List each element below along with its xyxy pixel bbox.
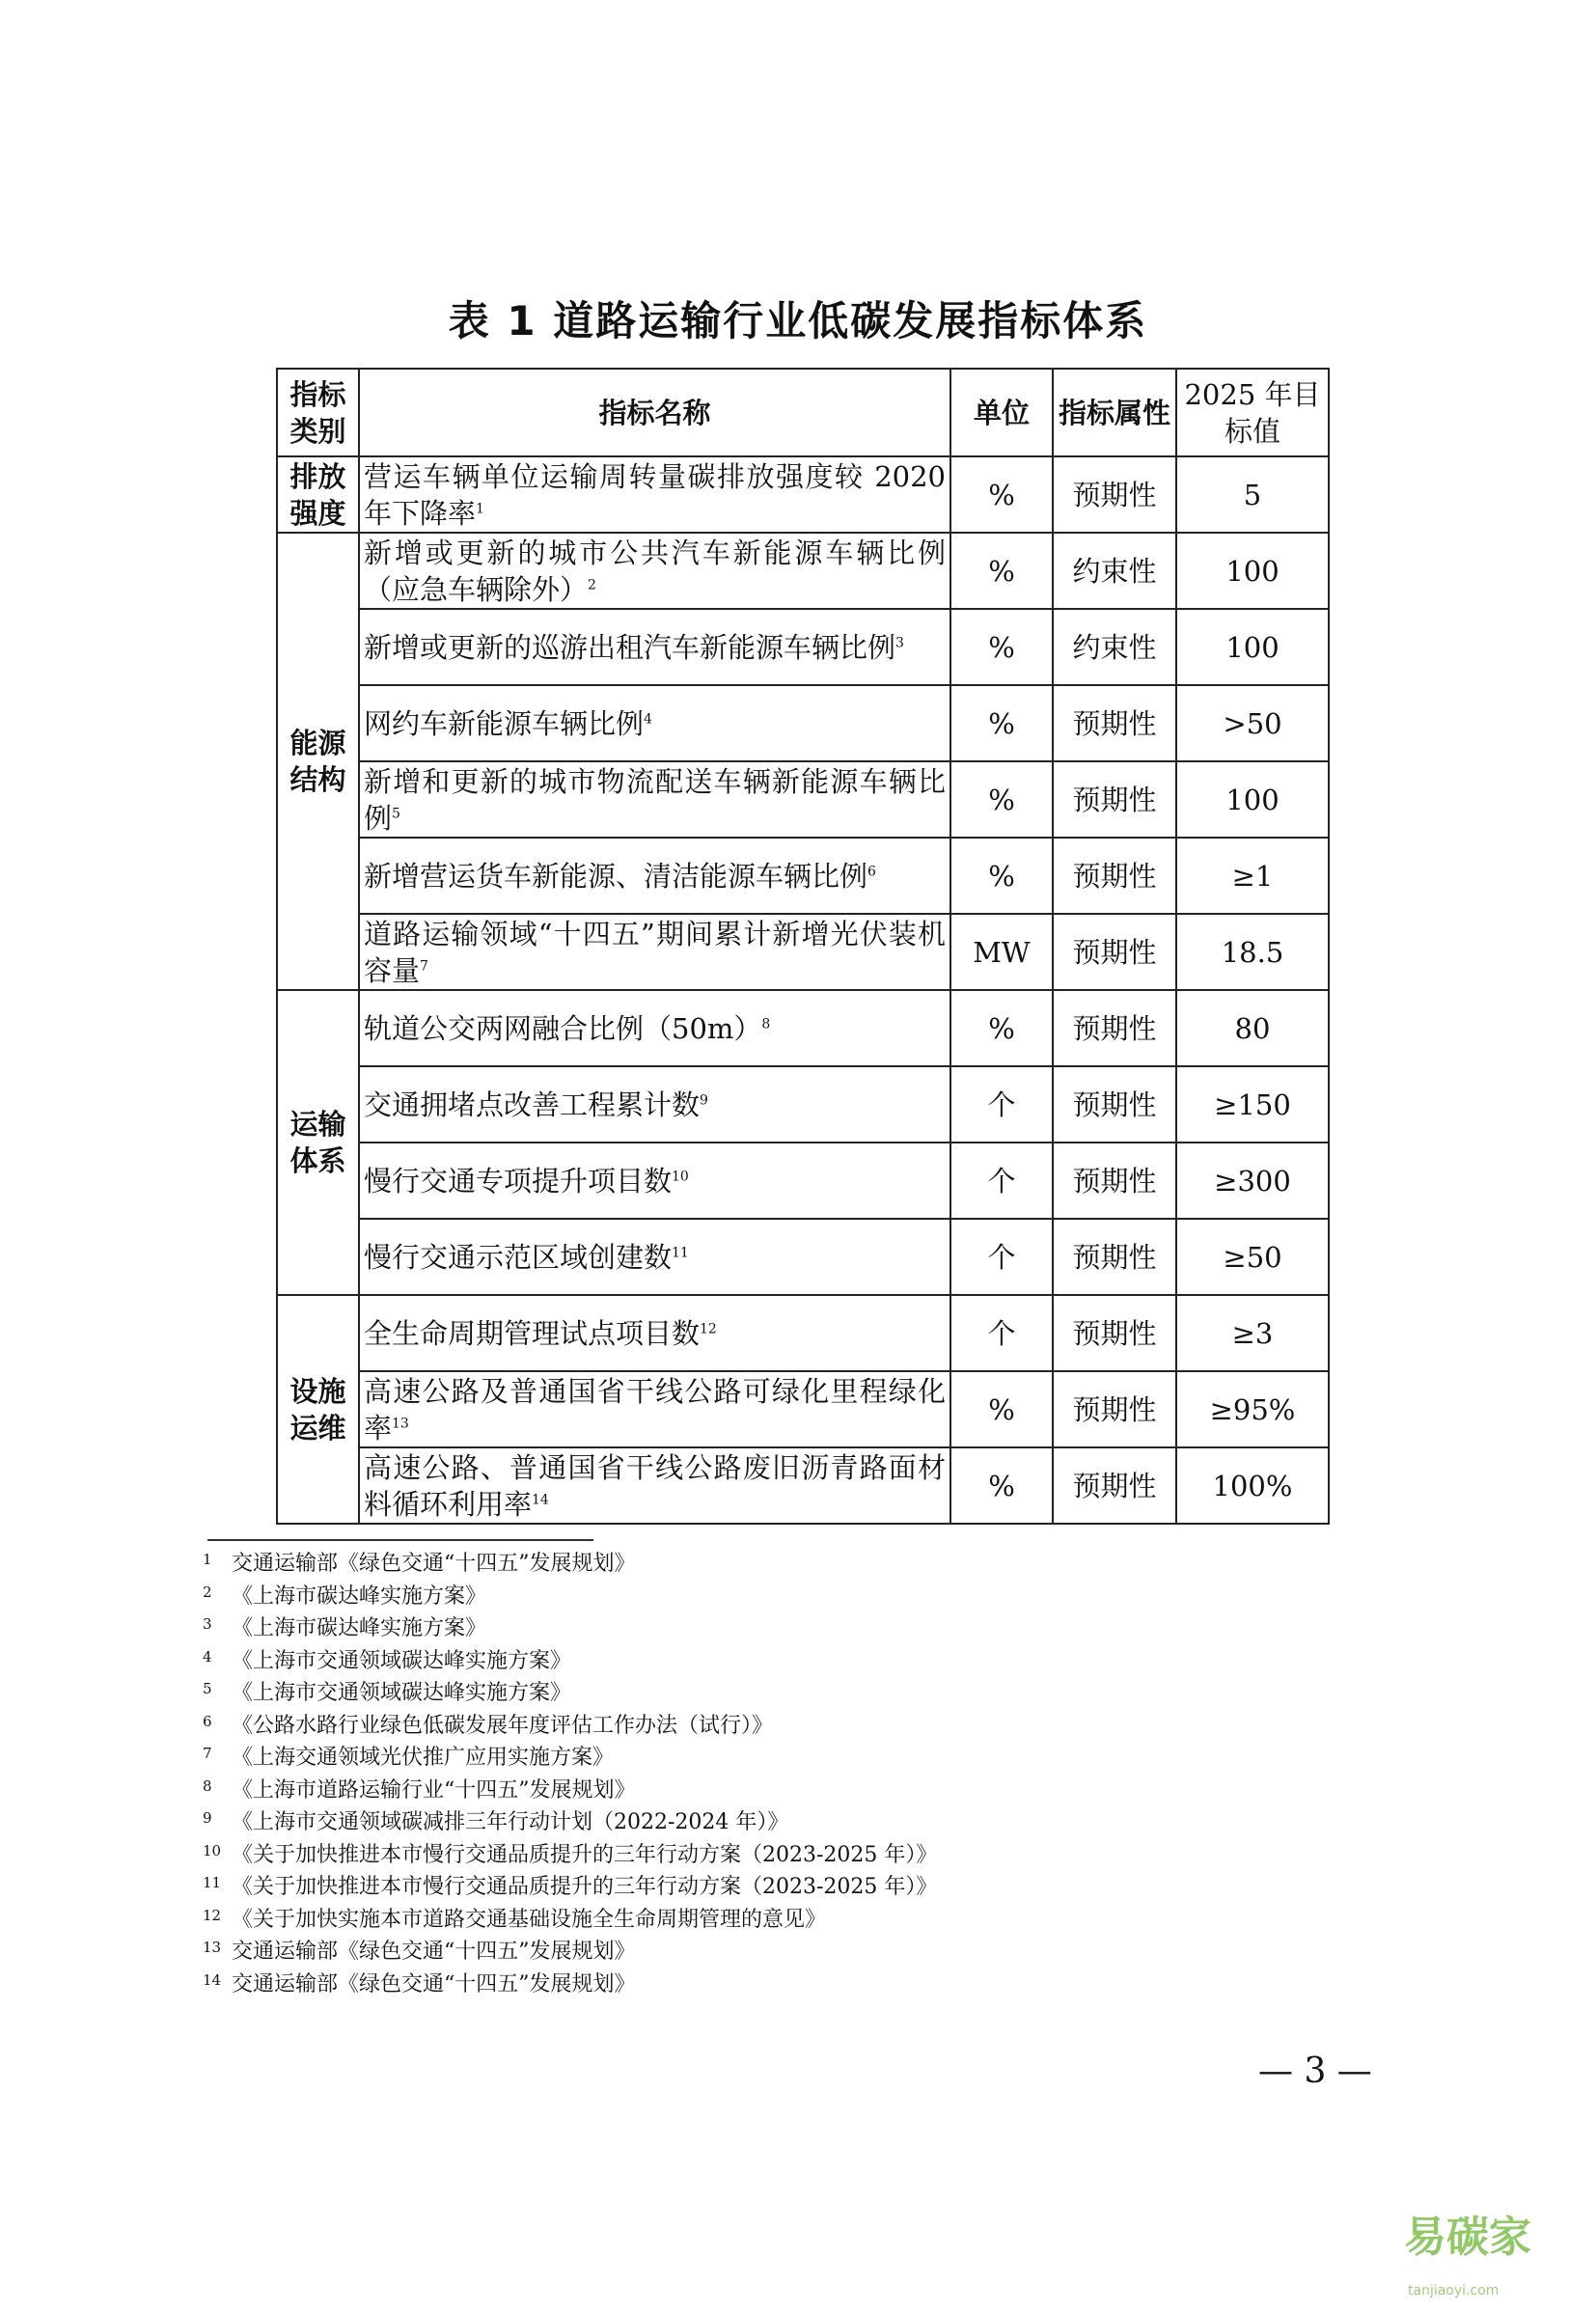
footnote-text: 《上海交通领域光伏推广应用实施方案》 xyxy=(232,1746,615,1770)
category-cell: 排放强度 xyxy=(277,456,359,533)
table-row xyxy=(277,914,1329,990)
footnote-number: 14 xyxy=(203,1970,222,1989)
table-title: 表 1 道路运输行业低碳发展指标体系 xyxy=(448,297,1148,344)
indicator-name: 新增或更新的城市公共汽车新能源车辆比例（应急车辆除外） xyxy=(364,536,946,606)
attribute-cell: 预期性 xyxy=(1053,1447,1176,1524)
indicator-name-cell xyxy=(359,1066,950,1143)
footnote-number: 9 xyxy=(203,1809,212,1827)
indicator-table xyxy=(276,368,1330,1525)
table-header-row xyxy=(277,369,1329,456)
footnote-ref: 13 xyxy=(392,1415,409,1431)
indicator-name-cell xyxy=(359,761,950,838)
target-cell: ≥95% xyxy=(1176,1371,1329,1447)
target-cell: ≥1 xyxy=(1176,838,1329,914)
unit-cell: MW xyxy=(950,914,1053,990)
target-cell: 100% xyxy=(1176,1447,1329,1524)
table-row xyxy=(277,1143,1329,1219)
target-cell: 5 xyxy=(1176,456,1329,533)
attribute-cell: 预期性 xyxy=(1053,761,1176,838)
footnote xyxy=(203,1742,937,1775)
watermark-logo xyxy=(1404,2202,1596,2313)
unit-cell: 个 xyxy=(950,1143,1053,1219)
unit-cell: 个 xyxy=(950,1219,1053,1295)
footnote xyxy=(203,1677,937,1710)
indicator-name-cell xyxy=(359,1143,950,1219)
footnote-text: 交通运输部《绿色交通“十四五”发展规划》 xyxy=(232,1552,636,1576)
indicator-name-cell xyxy=(359,456,950,533)
attribute-cell: 预期性 xyxy=(1053,1066,1176,1143)
table-row xyxy=(277,609,1329,685)
footnote xyxy=(203,1969,937,2001)
footnote-text: 《关于加快推进本市慢行交通品质提升的三年行动方案（2023-2025 年）》 xyxy=(232,1842,938,1867)
indicator-name: 网约车新能源车辆比例 xyxy=(364,706,645,740)
watermark-text: 易碳家 xyxy=(1404,2213,1531,2262)
unit-cell: % xyxy=(950,761,1053,838)
header-attr: 指标属性 xyxy=(1053,369,1176,456)
footnote-text: 《上海市碳达峰实施方案》 xyxy=(232,1583,487,1609)
header-unit: 单位 xyxy=(950,369,1053,456)
footnote-ref: 5 xyxy=(392,805,400,821)
footnote xyxy=(203,1936,937,1969)
indicator-name-cell xyxy=(359,990,950,1066)
table-row xyxy=(277,456,1329,533)
category-cell: 运输体系 xyxy=(277,990,359,1295)
target-cell: 100 xyxy=(1176,533,1329,609)
footnote-ref: 11 xyxy=(672,1244,689,1260)
footnote-text: 交通运输部《绿色交通“十四五”发展规划》 xyxy=(232,1940,636,1964)
attribute-cell: 预期性 xyxy=(1053,1143,1176,1219)
header-category: 指标类别 xyxy=(277,369,359,456)
footnote-number: 3 xyxy=(203,1615,212,1633)
indicator-name: 道路运输领域“十四五”期间累计新增光伏装机容量 xyxy=(364,917,946,987)
table-row xyxy=(277,838,1329,914)
category-cell: 能源结构 xyxy=(277,533,359,990)
footnote-ref: 6 xyxy=(867,863,876,879)
target-cell: ≥50 xyxy=(1176,1219,1329,1295)
unit-cell: % xyxy=(950,1371,1053,1447)
indicator-name: 轨道公交两网融合比例（50m） xyxy=(364,1011,762,1045)
target-cell: ≥3 xyxy=(1176,1295,1329,1371)
footnote-ref: 3 xyxy=(895,634,904,650)
table-row xyxy=(277,533,1329,609)
unit-cell: % xyxy=(950,1447,1053,1524)
indicator-name: 高速公路及普通国省干线公路可绿化里程绿化率 xyxy=(364,1374,946,1445)
indicator-name-cell xyxy=(359,838,950,914)
unit-cell: 个 xyxy=(950,1066,1053,1143)
unit-cell: 个 xyxy=(950,1295,1053,1371)
footnote xyxy=(203,1839,937,1872)
attribute-cell: 预期性 xyxy=(1053,456,1176,533)
footnote-ref: 7 xyxy=(420,957,428,974)
footnote-number: 1 xyxy=(203,1551,212,1568)
footnote-text: 《关于加快推进本市慢行交通品质提升的三年行动方案（2023-2025 年）》 xyxy=(232,1875,938,1899)
footnote-number: 12 xyxy=(203,1906,222,1924)
footnotes xyxy=(203,1548,937,2000)
footnote-ref: 8 xyxy=(761,1015,771,1032)
unit-cell: % xyxy=(950,609,1053,685)
indicator-name-cell xyxy=(359,1447,950,1524)
footnote-ref: 1 xyxy=(476,500,484,516)
indicator-name: 新增营运货车新能源、清洁能源车辆比例 xyxy=(364,859,868,893)
indicator-name-cell xyxy=(359,1219,950,1295)
target-cell: 100 xyxy=(1176,761,1329,838)
indicator-name: 高速公路、普通国省干线公路废旧沥青路面材料循环利用率 xyxy=(364,1450,946,1521)
footnote-number: 13 xyxy=(203,1939,222,1956)
table-row xyxy=(277,1295,1329,1371)
attribute-cell: 预期性 xyxy=(1053,838,1176,914)
footnote-number: 8 xyxy=(203,1776,212,1795)
table-row xyxy=(277,685,1329,761)
attribute-cell: 预期性 xyxy=(1053,1371,1176,1447)
indicator-name-cell xyxy=(359,685,950,761)
footnote xyxy=(203,1775,937,1807)
indicator-name-cell xyxy=(359,533,950,609)
footnote xyxy=(203,1710,937,1743)
footnote-number: 5 xyxy=(203,1680,212,1697)
footnote-ref: 9 xyxy=(700,1091,708,1108)
attribute-cell: 预期性 xyxy=(1053,914,1176,990)
table-row xyxy=(277,1447,1329,1524)
footnote-text: 《上海市交通领域碳减排三年行动计划（2022-2024 年）》 xyxy=(232,1810,789,1834)
footnote xyxy=(203,1612,937,1645)
attribute-cell: 预期性 xyxy=(1053,1219,1176,1295)
indicator-name: 营运车辆单位运输周转量碳排放强度较 2020 年下降率 xyxy=(364,459,946,530)
footnote xyxy=(203,1581,937,1613)
indicator-name: 全生命周期管理试点项目数 xyxy=(364,1316,701,1350)
target-cell: ≥300 xyxy=(1176,1143,1329,1219)
footnote xyxy=(203,1806,937,1839)
unit-cell: % xyxy=(950,533,1053,609)
footnote-ref: 14 xyxy=(532,1491,549,1507)
page-number: — 3 — xyxy=(1258,2051,1372,2091)
attribute-cell: 预期性 xyxy=(1053,685,1176,761)
attribute-cell: 约束性 xyxy=(1053,609,1176,685)
indicator-name-cell xyxy=(359,1371,950,1447)
attribute-cell: 预期性 xyxy=(1053,990,1176,1066)
footnote-number: 2 xyxy=(203,1583,212,1601)
footnote xyxy=(203,1904,937,1937)
footnote-text: 《公路水路行业绿色低碳发展年度评估工作办法（试行）》 xyxy=(232,1713,774,1738)
footnote xyxy=(203,1548,937,1581)
attribute-cell: 预期性 xyxy=(1053,1295,1176,1371)
indicator-name: 新增和更新的城市物流配送车辆新能源车辆比例 xyxy=(364,764,946,835)
target-cell: >50 xyxy=(1176,685,1329,761)
footnote-divider xyxy=(207,1539,593,1541)
footnote-ref: 2 xyxy=(588,576,596,592)
indicator-name-cell xyxy=(359,609,950,685)
indicator-name-cell xyxy=(359,1295,950,1371)
footnote-text: 《上海市道路运输行业“十四五”发展规划》 xyxy=(232,1777,636,1803)
table-row xyxy=(277,1066,1329,1143)
footnote xyxy=(203,1645,937,1678)
indicator-name: 新增或更新的巡游出租汽车新能源车辆比例 xyxy=(364,630,896,664)
table-row xyxy=(277,1371,1329,1447)
target-cell: 100 xyxy=(1176,609,1329,685)
category-cell: 设施运维 xyxy=(277,1295,359,1524)
attribute-cell: 约束性 xyxy=(1053,533,1176,609)
target-cell: 18.5 xyxy=(1176,914,1329,990)
footnote-text: 《上海市交通领域碳达峰实施方案》 xyxy=(232,1648,572,1673)
watermark-url: tanjiaoyi.com xyxy=(1408,2283,1500,2299)
footnote-number: 7 xyxy=(203,1745,212,1762)
table-row xyxy=(277,761,1329,838)
unit-cell: % xyxy=(950,838,1053,914)
unit-cell: % xyxy=(950,990,1053,1066)
footnote xyxy=(203,1871,937,1904)
indicator-name-cell xyxy=(359,914,950,990)
target-cell: ≥150 xyxy=(1176,1066,1329,1143)
footnote-number: 4 xyxy=(203,1647,212,1666)
header-name: 指标名称 xyxy=(359,369,950,456)
indicator-name: 慢行交通专项提升项目数 xyxy=(364,1164,673,1198)
footnote-text: 《上海市碳达峰实施方案》 xyxy=(232,1616,487,1640)
table-row xyxy=(277,1219,1329,1295)
footnote-ref: 12 xyxy=(700,1320,717,1336)
footnote-text: 《关于加快实施本市道路交通基础设施全生命周期管理的意见》 xyxy=(232,1907,827,1932)
indicator-name: 慢行交通示范区域创建数 xyxy=(364,1240,673,1274)
unit-cell: % xyxy=(950,685,1053,761)
footnote-number: 10 xyxy=(203,1841,222,1859)
table-row xyxy=(277,990,1329,1066)
indicator-name: 交通拥堵点改善工程累计数 xyxy=(364,1088,701,1121)
target-cell: 80 xyxy=(1176,990,1329,1066)
footnote-number: 6 xyxy=(203,1712,212,1730)
footnote-text: 《上海市交通领域碳达峰实施方案》 xyxy=(232,1681,572,1705)
footnote-text: 交通运输部《绿色交通“十四五”发展规划》 xyxy=(232,1971,636,1996)
footnote-ref: 4 xyxy=(644,710,652,727)
footnote-number: 11 xyxy=(203,1874,222,1891)
unit-cell: % xyxy=(950,456,1053,533)
header-target: 2025 年目标值 xyxy=(1176,369,1329,456)
footnote-ref: 10 xyxy=(672,1168,689,1184)
